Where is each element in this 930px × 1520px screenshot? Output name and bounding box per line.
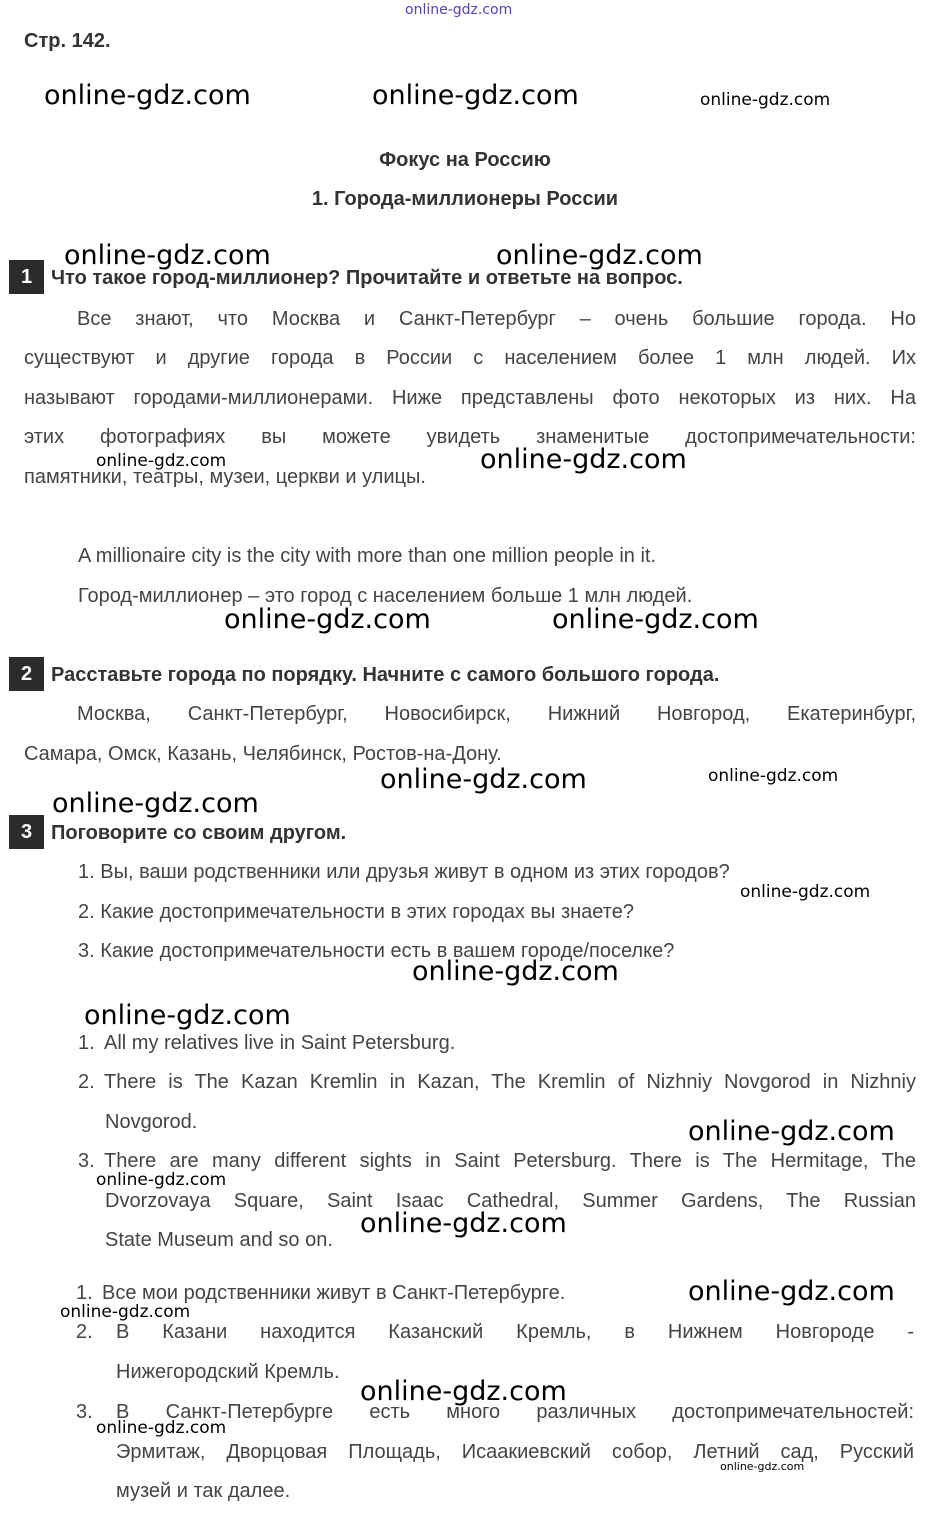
- watermark: online-gdz.com: [700, 90, 831, 110]
- item-number: 2.: [78, 1071, 95, 1093]
- answer-en-item: [78, 1142, 916, 1261]
- watermark: online-gdz.com: [688, 1116, 895, 1147]
- watermark: online-gdz.com: [708, 766, 839, 786]
- watermark: online-gdz.com: [480, 444, 687, 475]
- task1-text-line: существуют и другие города в России с населением более 1 млн людей. Их: [24, 347, 916, 369]
- watermark: online-gdz.com: [496, 240, 703, 271]
- watermark: online-gdz.com: [372, 80, 579, 111]
- question: 2. Какие достопримечательности в этих городах вы знаете?: [78, 901, 634, 923]
- watermark-top: online-gdz.com: [405, 2, 513, 18]
- question: 3. Какие достопримечательности есть в вашем городе/поселке?: [78, 940, 675, 962]
- watermark: online-gdz.com: [96, 1170, 227, 1190]
- task-title: Что такое город-миллионер? Прочитайте и ответьте на вопрос.: [51, 267, 683, 289]
- task1-text-line: этих фотографиях вы можете увидеть знаменитые достопримечательности:: [24, 426, 916, 448]
- item-text: Все мои родственники живут в Санкт-Петербурге.: [102, 1282, 566, 1304]
- answer-ru-item: [76, 1393, 914, 1512]
- item-text: Нижегородский Кремль.: [116, 1360, 340, 1383]
- item-text: В Санкт-Петербурге есть много различных достопримечательностей:: [116, 1401, 914, 1423]
- item-text: All my relatives live in Saint Petersburg.: [104, 1032, 456, 1054]
- item-text: There is The Kazan Kremlin in Kazan, The Kremlin of Nizhniy Novgorod in Nizhniy: [104, 1071, 916, 1093]
- task1-text-line: памятники, театры, музеи, церкви и улицы.: [24, 466, 426, 488]
- task-number-badge: 1: [9, 260, 44, 294]
- task-title: Поговорите со своим другом.: [51, 822, 347, 844]
- watermark: online-gdz.com: [60, 1302, 191, 1322]
- watermark: online-gdz.com: [360, 1208, 567, 1239]
- section-heading: Фокус на Россию: [379, 149, 551, 171]
- watermark: online-gdz.com: [96, 1418, 227, 1438]
- answer-en: A millionaire city is the city with more than one million people in it.: [78, 545, 657, 567]
- item-number: 1.: [78, 1032, 95, 1054]
- task2-text-line: Самара, Омск, Казань, Челябинск, Ростов-на-Дону.: [24, 743, 502, 765]
- task1-text-line: Все знают, что Москва и Санкт-Петербург – очень большие города. Но: [77, 308, 916, 330]
- item-text: Dvorzovaya Square, Saint Isaac Cathedral, Summer Gardens, The Russian: [105, 1189, 916, 1212]
- item-text: Эрмитаж, Дворцовая Площадь, Исаакиевский собор, Летний сад, Русский: [116, 1440, 914, 1463]
- item-number: 1.: [76, 1282, 93, 1304]
- item-text: Novgorod.: [105, 1110, 198, 1133]
- watermark: online-gdz.com: [44, 80, 251, 111]
- answer-ru: Город-миллионер – это город с населением больше 1 млн людей.: [78, 585, 693, 607]
- answer-en-item: [78, 1024, 916, 1064]
- watermark: online-gdz.com: [688, 1276, 895, 1307]
- task-number-badge: 3: [9, 815, 44, 849]
- watermark: online-gdz.com: [224, 604, 431, 635]
- item-text: There are many different sights in Saint Petersburg. There is The Hermitage, The: [104, 1150, 916, 1172]
- task2-text-line: Москва, Санкт-Петербург, Новосибирск, Нижний Новгород, Екатеринбург,: [77, 703, 916, 725]
- item-text: State Museum and so on.: [105, 1229, 333, 1251]
- section-subheading: 1. Города-миллионеры России: [311, 188, 619, 210]
- question: 1. Вы, ваши родственники или друзья живут в одном из этих городов?: [78, 861, 730, 883]
- task1-text-line: называют городами-миллионерами. Ниже представлены фото некоторых из них. На: [24, 387, 916, 409]
- watermark: online-gdz.com: [64, 240, 271, 271]
- task-title: Расставьте города по порядку. Начните с самого большого города.: [51, 664, 720, 686]
- watermark: online-gdz.com: [380, 764, 587, 795]
- watermark: online-gdz.com: [360, 1376, 567, 1407]
- watermark: online-gdz.com: [412, 956, 619, 987]
- task-number-badge: 2: [9, 657, 44, 691]
- watermark: online-gdz.com: [740, 882, 871, 902]
- watermark: online-gdz.com: [720, 1460, 805, 1473]
- item-number: 3.: [78, 1150, 95, 1172]
- watermark: online-gdz.com: [96, 451, 227, 471]
- item-number: 2.: [76, 1321, 93, 1343]
- item-text: В Казани находится Казанский Кремль, в Нижнем Новгороде -: [116, 1321, 914, 1343]
- watermark: online-gdz.com: [84, 1000, 291, 1031]
- watermark: online-gdz.com: [552, 604, 759, 635]
- item-number: 3.: [76, 1401, 93, 1423]
- item-text: музей и так далее.: [116, 1480, 291, 1502]
- watermark: online-gdz.com: [52, 788, 259, 819]
- page-reference: Стр. 142.: [24, 30, 111, 52]
